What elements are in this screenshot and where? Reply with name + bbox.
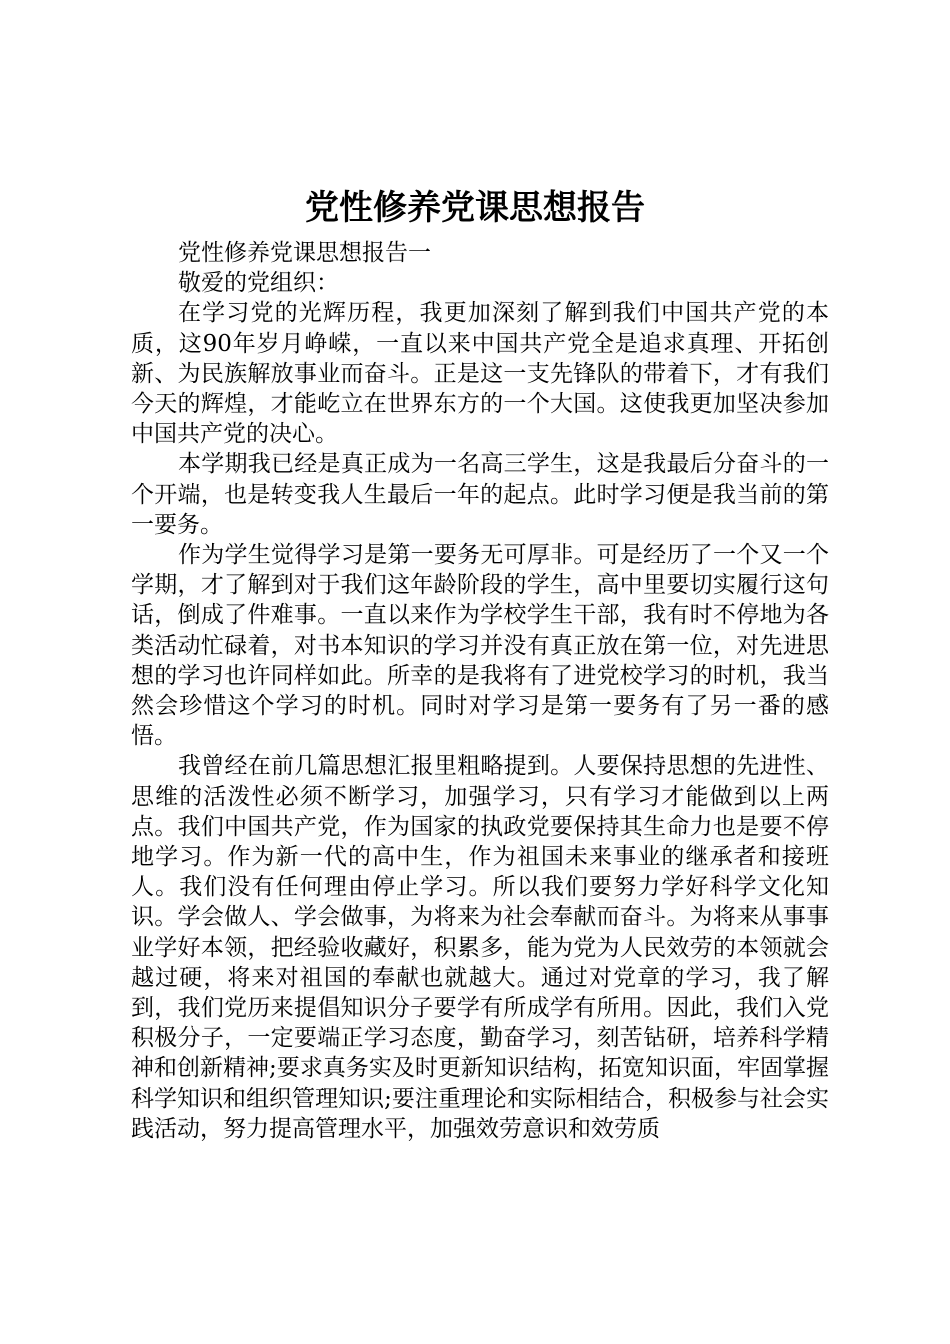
body-paragraph: 本学期我已经是真正成为一名高三学生，这是我最后分奋斗的一个开端，也是转变我人生最后一年的起点。此时学习便是我当前的第一要务。 xyxy=(131,451,829,538)
document-title: 党性修养党课思想报告 xyxy=(305,188,645,228)
body-paragraph: 作为学生觉得学习是第一要务无可厚非。可是经历了一个又一个学期，才了解到对于我们这年龄阶段的学生，高中里要切实履行这句话，倒成了件难事。一直以来作为学校学生干部，我有时不停地为各类活动忙碌着，对书本知识的学习并没有真正放在第一位，对先进思想的学习也许同样如此。所幸的是我将有了进党校学习的时机，我当然会珍惜这个学习的时机。同时对学习是第一要务有了另一番的感悟。 xyxy=(131,542,829,750)
body-paragraph: 我曾经在前几篇思想汇报里粗略提到。人要保持思想的先进性、思维的活泼性必须不断学习，加强学习，只有学习才能做到以上两点。我们中国共产党，作为国家的执政党要保持其生命力也是要不停地学习。作为新一代的高中生，作为祖国未来事业的继承者和接班人。我们没有任何理由停止学习。所以我们要努力学好科学文化知识。学会做人、学会做事，为将来为社会奉献而奋斗。为将来从事事业学好本领，把经验收藏好，积累多，能为党为人民效劳的本领就会越过硬，将来对祖国的奉献也就越大。通过对党章的学习，我了解到，我们党历来提倡知识分子要学有所成学有所用。因此，我们入党积极分子，一定要端正学习态度，勤奋学习，刻苦钻研，培养科学精神和创新精神;要求真务实及时更新知识结构，拓宽知识面，牢固掌握科学知识和组织管理知识;要注重理论和实际相结合，积极参与社会实践活动，努力提高管理水平，加强效劳意识和效劳质 xyxy=(131,753,829,1142)
report-subtitle: 党性修养党课思想报告一 xyxy=(178,240,431,266)
salutation: 敬爱的党组织： xyxy=(178,270,339,297)
document-body xyxy=(131,238,829,1144)
body-paragraph: 在学习党的光辉历程，我更加深刻了解到我们中国共产党的本质，这90年岁月峥嵘，一直以来中国共产党全是追求真理、开拓创新、为民族解放事业而奋斗。正是这一支先锋队的带着下，才有我们今天的辉煌，才能屹立在世界东方的一个大国。这使我更加坚决参加中国共产党的决心。 xyxy=(131,300,829,448)
